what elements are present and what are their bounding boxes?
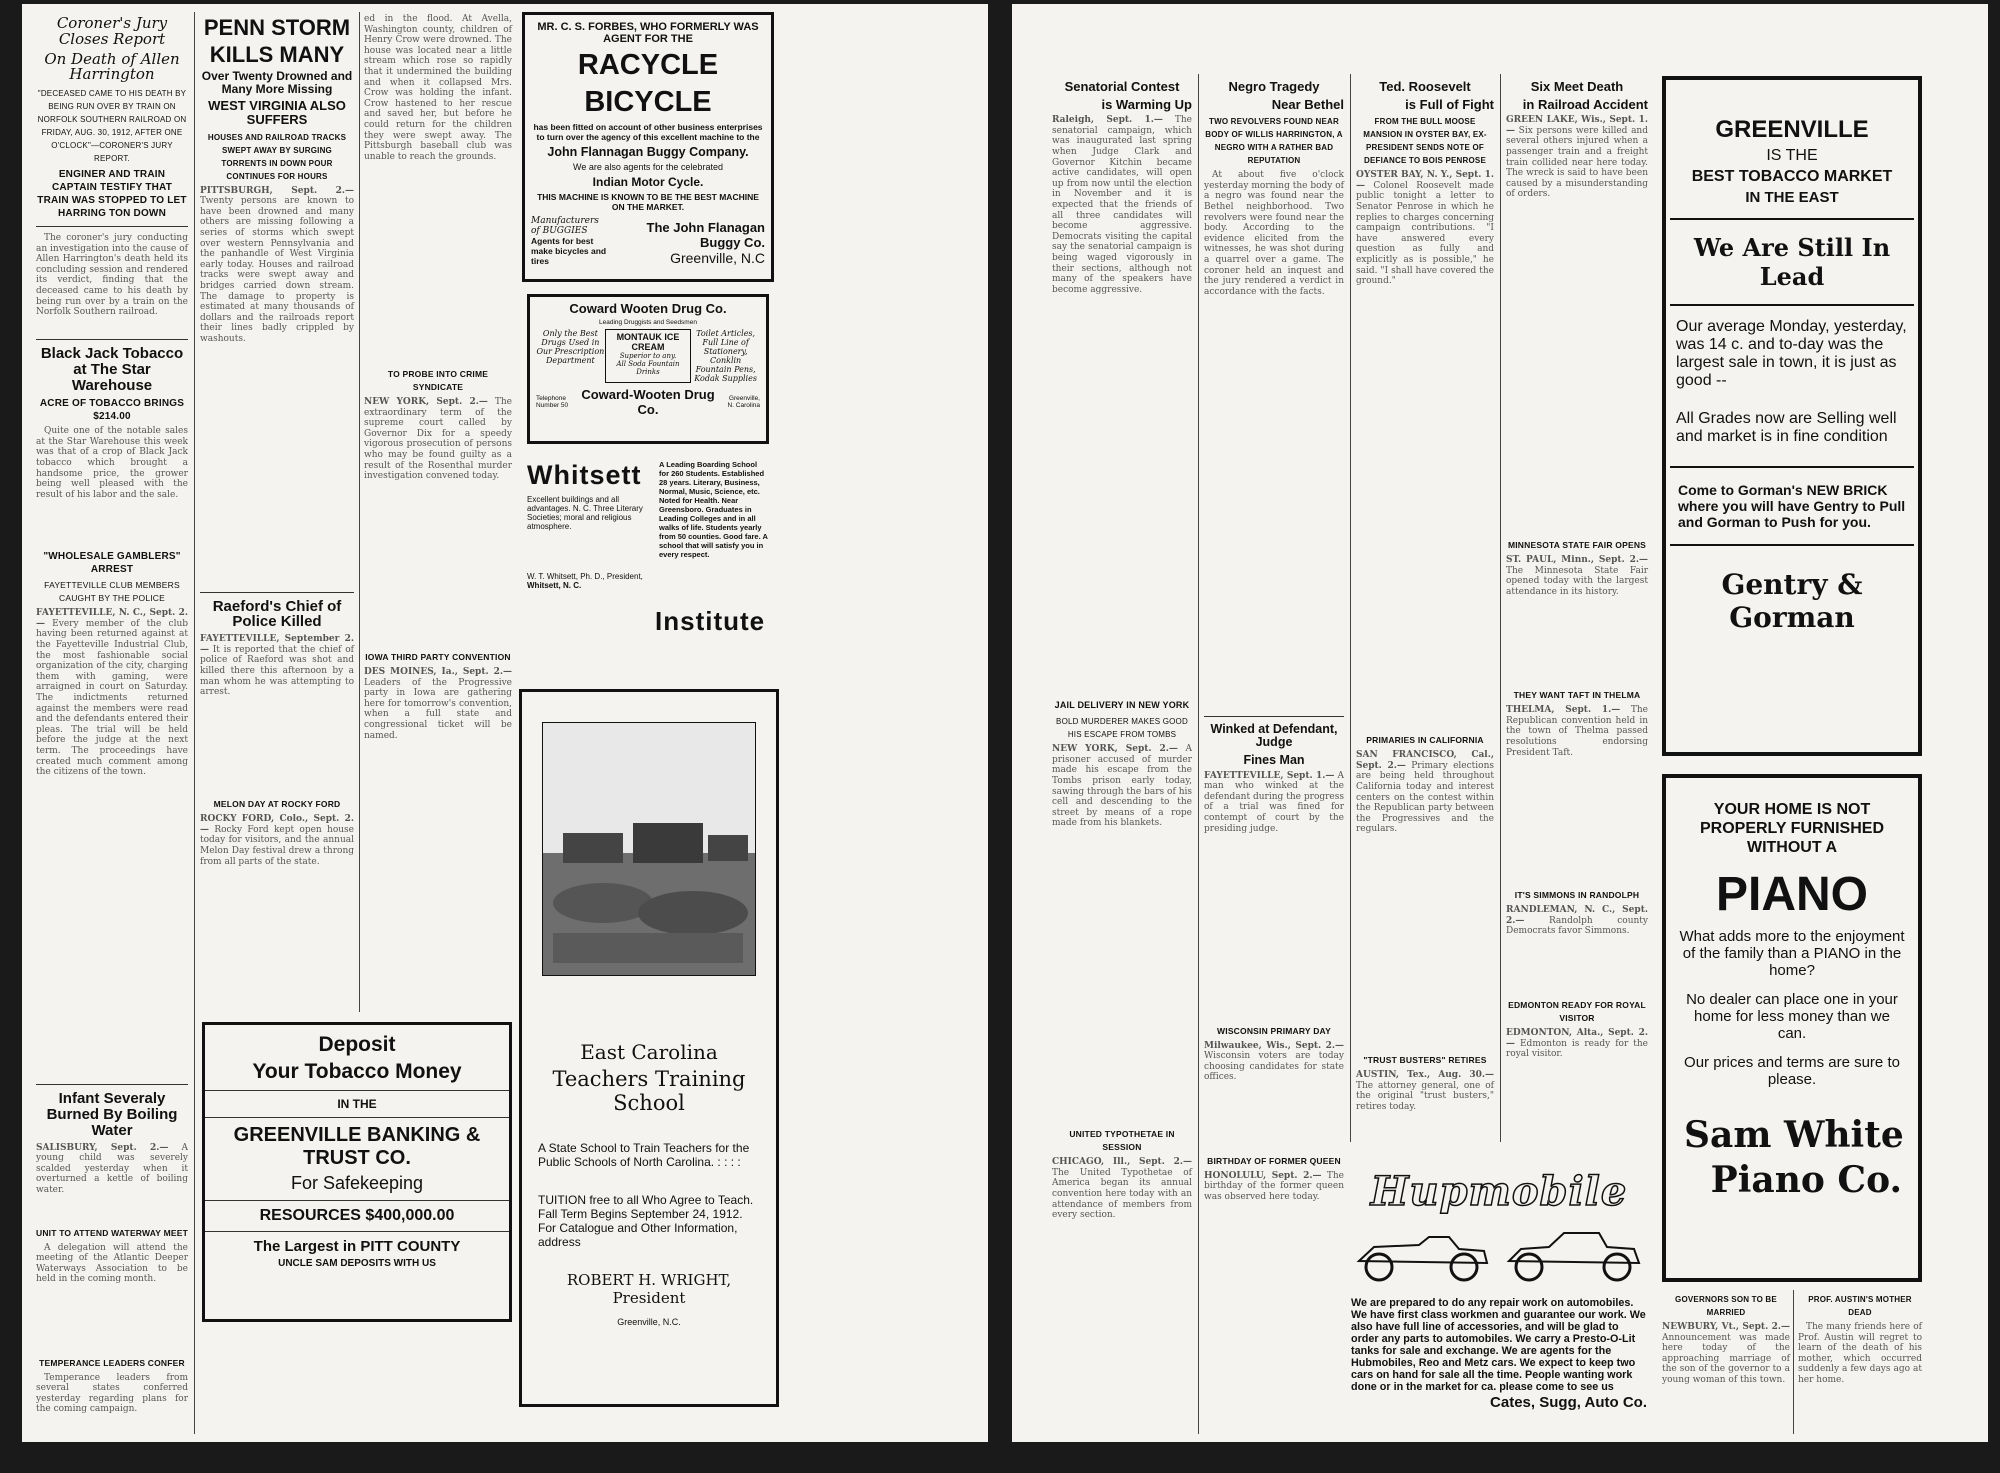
- campus-photo-graphic: [543, 723, 755, 975]
- ad-market-title1: GREENVILLE: [1715, 116, 1869, 143]
- body-text: NEW YORK, Sept. 2.— The extraordinary term of the supreme court called by Governor Dix for a speedy vigorous prosecution of persons who may be found guilty as a result of the Rosenthal murder investigation convened today.: [364, 397, 512, 482]
- sub-wholesale-gamblers: "WHOLESALE GAMBLERS" ARREST: [43, 551, 181, 576]
- ad-bank-name: GREENVILLE BANKING & TRUST CO.: [233, 1124, 481, 1169]
- body-text: Milwaukee, Wis., Sept. 2.— Wisconsin voters are today choosing candidates for state offices.: [1204, 1040, 1344, 1083]
- body-text: GREEN LAKE, Wis., Sept. 1.— Six persons were killed and several others injured when a passenger train and a freight train collided near here today. The wreck is said to have been caused by a misunderstanding of orders.: [1506, 115, 1648, 200]
- campus-photo: [542, 722, 756, 976]
- dateline: THELMA, Sept. 1.—: [1506, 705, 1621, 716]
- body-text: ed in the flood. At Avella, Washington county, children of Henry Crow were drowned. The house was located near a little stream which rose so rapidly that it undermined the building and when it collapsed Mrs. Crow was holding the infant. Crow hastened to her rescue and saved her, but before he could return for the children they were swept away. The Pittsburgh baseball club was unable to reach the grounds.: [364, 14, 513, 162]
- headline-coroner: Coroner's Jury Closes Report: [56, 14, 168, 48]
- headline-black-jack: Black Jack Tobacco at The Star Warehouse: [40, 345, 184, 394]
- dateline: ROCKY FORD, Colo., Sept. 2.—: [200, 814, 354, 835]
- sub-austin-mother: PROF. AUSTIN'S MOTHER DEAD: [1808, 1295, 1912, 1317]
- bottom-story-austin-mother: [1798, 1290, 1922, 1430]
- left-newspaper-page: [22, 4, 988, 1442]
- headline-raeford: Raeford's Chief of Police Killed: [212, 597, 342, 631]
- deck-oyster-bay: FROM THE BULL MOOSE MANSION IN OYSTER BAY, EX-PRESIDENT SENDS NOTE OF DEFIANCE TO BOIS PENROSE: [1363, 117, 1487, 166]
- ad-market-p2: All Grades now are Selling well and market is in fine condition: [1676, 410, 1897, 445]
- ad-bank-resources: RESOURCES $400,000.00: [259, 1207, 455, 1224]
- sub-primaries-california: PRIMARIES IN CALIFORNIA: [1366, 735, 1484, 746]
- sub-simmons-randolph: IT'S SIMMONS IN RANDOLPH: [1514, 890, 1640, 901]
- ad-whitsett-right: A Leading Boarding School for 260 Students. Established 28 years. Literary, Business, Normal, Music, Science, etc. Noted for Health. Near Greensboro. Graduates in Leading Colleges and in all walks of life. Students yearly from 50 counties. Good fare. A school that will satisfy you in every respect.: [659, 460, 768, 559]
- ad-drug-box2-frame: [605, 329, 692, 383]
- ad-ectts-title1: East Carolina: [580, 1040, 718, 1064]
- ad-ectts-p2: TUITION free to all Who Agree to Teach. Fall Term Begins September 24, 1912. For Catalogue and Other Information, address: [538, 1193, 754, 1249]
- ad-whitsett-title1: Whitsett: [527, 460, 642, 490]
- body-text: At about five o'clock yesterday morning the body of a negro was found near the Bethel neighborhood. Two revolvers were found near the body. According to the evidence elicited from the witnesses, he was shot during a quarrel over a game. The coroner held an inquest and the jury rendered a verdict in accordance with the facts.: [1204, 170, 1344, 297]
- body-text: ST. PAUL, Minn., Sept. 2.— The Minnesota State Fair opened today with the largest attendance in its history.: [1506, 555, 1648, 598]
- body-text: ROCKY FORD, Colo., Sept. 2.— Rocky Ford kept open house today for visitors, and the annual Melon Day festival drew a throng from all parts of the state.: [200, 814, 354, 867]
- dateline: GREEN LAKE, Wis., Sept. 1.—: [1506, 115, 1648, 136]
- ad-ectts-title2: Teachers Training School: [552, 1067, 746, 1115]
- ad-bank-uncle: UNCLE SAM DEPOSITS WITH US: [278, 1258, 436, 1269]
- body-text: HONOLULU, Sept. 2.— The birthday of the former queen was observed here today.: [1204, 1170, 1344, 1202]
- ad-hupmobile-text: We are prepared to do any repair work on automobiles. We have first class workmen and guarantee our work. We also have full line of accessories, and will be glad to order any parts to automobiles. We carry a Presto-O-Lit tanks for sale and exchange. We are agents for the Hubmobiles, Reo and Metz cars. We expect to keep two cars on hand for sale all the time. People wanting work done or in the market for ca. please come to see us: [1351, 1297, 1646, 1393]
- sub-taft-thelma: THEY WANT TAFT IN THELMA: [1513, 690, 1641, 701]
- ad-piano-sig2: Piano Co.: [1710, 1159, 1902, 1201]
- lead-flood: ed in the flood.: [364, 14, 453, 24]
- sub-trust-busters: "TRUST BUSTERS" RETIRES: [1363, 1055, 1487, 1066]
- left-column-1: [36, 12, 188, 1432]
- ad-racycle-mfr2: Agents for best make bicycles and tires: [531, 236, 607, 266]
- ad-market-sig: Gentry & Gorman: [1721, 568, 1863, 634]
- dateline: ST. PAUL, Minn., Sept. 2.—: [1506, 555, 1648, 566]
- body-text: OYSTER BAY, N. Y., Sept. 1.— Colonel Roosevelt made public tonight a letter to Senator Penrose in which he replies to charges concerning campaign contributions. "I have answered every question as fully and explicitly as is possible," he said. "I shall have covered the ground.": [1356, 170, 1494, 287]
- ad-racycle-title1: RACYCLE: [577, 49, 719, 81]
- dateline: NEWBURY, Vt., Sept. 2.—: [1662, 1322, 1790, 1332]
- body-text: THELMA, Sept. 1.— The Republican convention held in the town of Thelma passed resolutions endorsing President Taft.: [1506, 705, 1648, 758]
- dateline: OYSTER BAY, N. Y., Sept. 1.—: [1356, 170, 1494, 191]
- body-text: NEW YORK, Sept. 2.— A prisoner accused of murder made his escape from the Tombs prison early today, sawing through the bars of his cell and descending to the street by means of a rope made from his blankets.: [1052, 744, 1192, 829]
- ad-whitsett-president: W. T. Whitsett, Ph. D., President,: [527, 572, 643, 581]
- ad-racycle-title2: BICYCLE: [584, 86, 712, 118]
- ad-ectts-president: ROBERT H. WRIGHT, President: [566, 1271, 732, 1307]
- deck-coroner-2: ENGINER AND TRAIN CAPTAIN TESTIFY THAT TRAIN WAS STOPPED TO LET HARRING TON DOWN: [37, 169, 187, 219]
- headline-kills-many: KILLS MANY: [209, 42, 345, 68]
- dateline: Raleigh, Sept. 1.—: [1052, 115, 1163, 126]
- headline-penn-storm: PENN STORM: [203, 15, 351, 40]
- headline-negro-tragedy-2: Near Bethel: [1271, 96, 1344, 112]
- deck-coroner: "DECEASED CAME TO HIS DEATH BY BEING RUN OVER BY TRAIN ON NORFOLK SOUTHERN RAILROAD ON FRIDAY, AUG. 30, 1912, AFTER ONE O'CLOCK"—CORONER'S JURY REPORT.: [37, 89, 187, 163]
- right-column-1: [1052, 76, 1192, 1426]
- headline-winked-2: Fines Man: [1243, 752, 1305, 767]
- ad-drug-box1: Only the Best Drugs Used in Our Prescription Department: [536, 329, 605, 365]
- ad-bank-title2: Your Tobacco Money: [252, 1060, 462, 1083]
- ad-racycle-line4: Indian Motor Cycle.: [592, 175, 704, 189]
- ad-piano-p3: Our prices and terms are sure to please.: [1684, 1054, 1900, 1088]
- deck-penn-storm: Over Twenty Drowned and Many More Missing: [201, 69, 353, 96]
- dateline: PITTSBURGH, Sept. 2.—: [200, 185, 354, 196]
- sub-edmonton: EDMONTON READY FOR ROYAL VISITOR: [1508, 1000, 1646, 1024]
- body-text: Raleigh, Sept. 1.— The senatorial campaign, which was inaugurated last spring when Judge Clark and Governor Kitchin became active candidates, will open up from now until the election in November and it is expected that the friends of all three candidates will become aggressive. Democrats visiting the capital say the senatorial campaign is being waged vigorously in their sections, although not many of the speakers have become aggressive.: [1052, 115, 1192, 295]
- left-column-2: [200, 12, 354, 1012]
- sub-minnesota-fair: MINNESOTA STATE FAIR OPENS: [1507, 540, 1647, 551]
- dateline: HONOLULU, Sept. 2.—: [1204, 1170, 1322, 1181]
- body-text: The many friends here of Prof. Austin will regret to learn of the death of his mother, which occurred suddenly a few days ago at her home.: [1798, 1322, 1922, 1385]
- body-text: A delegation will attend the meeting of the Atlantic Deeper Waterways Association to be held in the coming month.: [36, 1242, 188, 1285]
- body-text: NEWBURY, Vt., Sept. 2.— Announcement was made here today of the approaching marriage of the son of the governor to a young woman of this town.: [1662, 1322, 1790, 1385]
- dateline: FAYETTEVILLE, Sept. 1.—: [1204, 770, 1335, 781]
- sub-temperance: TEMPERANCE LEADERS CONFER: [39, 1357, 185, 1368]
- body-text: CHICAGO, Ill., Sept. 2.— The United Typothetae of America began its annual convention here today with an attendance of members from every section.: [1052, 1157, 1192, 1221]
- left-column-3: [364, 12, 512, 1012]
- ad-bank-in: IN THE: [337, 1097, 377, 1111]
- right-newspaper-page: [1012, 4, 1988, 1442]
- body-text: FAYETTEVILLE, N. C., Sept. 2.— Every member of the club having been returned against at the Fayetteville Industrial Club, the most fashionable social organization of the city, charging them with gaming, were arraigned in court on Saturday. The indictments returned against the members were read and the defendants entered their pleas. The trial will be held before the judge at the next term. The proceedings have created much comment among the citizens of the town.: [36, 608, 188, 778]
- automobile-illustration: [1349, 1219, 1649, 1289]
- ad-whitsett-left: Excellent buildings and all advantages. N. C. Three Literary Societies; moral and religious atmosphere.: [527, 495, 643, 531]
- ad-drug-box3: Toilet Articles, Full Line of Stationery, Conklin Fountain Pens, Kodak Supplies: [694, 329, 757, 383]
- ad-greenville-banking: [202, 1022, 512, 1322]
- headline-roosevelt-2: is Full of Fight: [1405, 96, 1494, 112]
- body-text: RANDLEMAN, N. C., Sept. 2.— Randolph county Democrats favor Simmons.: [1506, 905, 1648, 937]
- headline-senatorial-2: is Warming Up: [1101, 96, 1192, 112]
- body-text: Quite one of the notable sales at the Star Warehouse this week was that of a crop of Black Jack tobacco which brought a handsome price, the grower being well pleased with the result of his labor and the sale.: [36, 426, 188, 500]
- dateline: AUSTIN, Tex., Aug. 30.—: [1356, 1070, 1494, 1081]
- ad-whitsett-institute: [527, 456, 769, 678]
- ad-racycle-company: John Flannagan Buggy Company.: [547, 145, 749, 159]
- ad-market-p3c: where you will have Gentry to Pull and Gorman to Push for you.: [1678, 498, 1906, 530]
- car-icon-left: [1359, 1237, 1487, 1280]
- ad-market-p3b: NEW BRICK: [1806, 482, 1888, 498]
- sub-governors-son: GOVERNORS SON TO BE MARRIED: [1675, 1295, 1777, 1317]
- ad-east-carolina: [519, 689, 779, 1407]
- sub-typothetae: UNITED TYPOTHETAE IN SESSION: [1069, 1129, 1175, 1153]
- ad-piano-p2: No dealer can place one in your home for less money than we can.: [1686, 991, 1898, 1042]
- ad-bank-largest: The Largest in PITT COUNTY: [253, 1238, 461, 1255]
- ad-ectts-place: Greenville, N.C.: [617, 1317, 681, 1327]
- body-text: SAN FRANCISCO, Cal., Sept. 2.— Primary elections are being held throughout California today and interest centers on the contest within the Republican party between the Progressives and the regulars.: [1356, 750, 1494, 835]
- deck-west-virginia: WEST VIRGINIA ALSO SUFFERS: [208, 98, 346, 128]
- deck-two-revolvers: TWO REVOLVERS FOUND NEAR BODY OF WILLIS HARRINGTON, A NEGRO WITH A RATHER BAD REPUTATION: [1205, 117, 1343, 166]
- dateline: EDMONTON, Alta., Sept. 2.—: [1506, 1028, 1648, 1049]
- body-text: AUSTIN, Tex., Aug. 30.— The attorney general, one of the original "trust busters," retires today.: [1356, 1070, 1494, 1113]
- ad-whitsett-title2: Institute: [655, 606, 766, 636]
- dateline: RANDLEMAN, N. C., Sept. 2.—: [1506, 905, 1648, 926]
- body-text: DES MOINES, Ia., Sept. 2.— Leaders of the Progressive party in Iowa are gathering here for tomorrow's convention, when a full state and congressional ticket will be named.: [364, 667, 512, 741]
- dateline: Milwaukee, Wis., Sept. 2.—: [1204, 1040, 1344, 1051]
- dateline: DES MOINES, Ia., Sept. 2.—: [364, 667, 512, 677]
- body-text: PITTSBURGH, Sept. 2.— Twenty persons are known to have been drowned and many others are missing following a series of storms which swept over western Pennsylvania and the panhandle of West Virginia early today. Houses and railroad tracks were swept away and bridges carried down stream. The damage to property is estimated at many thousands of dollars and the railroads report their lines badly crippled by washouts.: [200, 185, 354, 344]
- sub-jail-delivery: JAIL DELIVERY IN NEW YORK: [1054, 700, 1190, 711]
- headline-senatorial: Senatorial Contest: [1064, 79, 1180, 94]
- car-icon-right: [1509, 1233, 1639, 1280]
- right-column-2: [1204, 76, 1344, 1202]
- ad-piano-line1: YOUR HOME IS NOT PROPERLY FURNISHED WITHOUT A: [1699, 801, 1885, 856]
- headline-six-meet-death: Six Meet Death: [1530, 79, 1624, 94]
- ad-drug-title: Coward Wooten Drug Co.: [569, 301, 727, 316]
- right-column-4: [1506, 76, 1648, 1166]
- ad-hupmobile: [1345, 1164, 1653, 1422]
- ad-drug-place: Greenville, N. Carolina: [727, 395, 760, 409]
- ad-market-lead: We Are Still In Lead: [1693, 233, 1891, 291]
- ad-racycle-place: Greenville, N.C: [670, 250, 765, 266]
- ad-drug-phone: Telephone Number 50: [536, 395, 569, 409]
- sub-fayetteville-club: FAYETTEVILLE CLUB MEMBERS CAUGHT BY THE POLICE: [44, 580, 180, 604]
- body-text: The coroner's jury conducting an investigation into the cause of Allen Harrington's death held its concluding session and rendered its verdict, finding that the deceased came to his death by being run over by a train on the Norfolk Southern railroad.: [36, 233, 188, 318]
- sub-waterway-meet: UNIT TO ATTEND WATERWAY MEET: [36, 1227, 188, 1238]
- body-text: EDMONTON, Alta., Sept. 2.— Edmonton is ready for the royal visitor.: [1506, 1028, 1648, 1060]
- ad-greenville-tobacco-market: [1662, 76, 1922, 756]
- ad-market-title4: IN THE EAST: [1745, 189, 1839, 206]
- dateline: FAYETTEVILLE, N. C., Sept. 2.—: [36, 608, 188, 629]
- ad-market-title2: IS THE: [1766, 147, 1818, 164]
- ad-hupmobile-sig: Cates, Sugg, Auto Co.: [1490, 1394, 1647, 1411]
- deck-houses-railroad: HOUSES AND RAILROAD TRACKS SWEPT AWAY BY SURGING TORRENTS IN DOWN POUR CONTINUES FOR HOURS: [207, 132, 347, 181]
- ad-piano-sig1: Sam White: [1684, 1114, 1904, 1156]
- dateline: SALISBURY, Sept. 2.—: [36, 1142, 169, 1153]
- hupmobile-logo: Hupmobile: [1370, 1168, 1628, 1215]
- ad-drug-sig: Coward-Wooten Drug Co.: [581, 387, 715, 417]
- ad-market-p3a: Come to Gorman's: [1678, 482, 1803, 498]
- sub-melon-day: MELON DAY AT ROCKY FORD: [213, 799, 341, 810]
- ad-racycle-line3: We are also agents for the celebrated: [573, 162, 723, 172]
- headline-roosevelt: Ted. Roosevelt: [1379, 79, 1471, 94]
- ad-racycle-line1: MR. C. S. FORBES, WHO FORMERLY WAS AGENT FOR THE: [537, 21, 759, 45]
- body-text: Temperance leaders from several states conferred yesterday regarding plans for the coming campaign.: [36, 1372, 188, 1415]
- sub-crime-syndicate: TO PROBE INTO CRIME SYNDICATE: [387, 369, 489, 392]
- body-text: SALISBURY, Sept. 2.— A young child was severely scalded yesterday when it overturned a kettle of boiling water.: [36, 1142, 188, 1195]
- ad-racycle-line5: THIS MACHINE IS KNOWN TO BE THE BEST MACHINE ON THE MARKET.: [537, 192, 759, 212]
- ad-whitsett-place: Whitsett, N. C.: [527, 581, 582, 590]
- bottom-story-governor-son: [1662, 1290, 1790, 1430]
- dateline: NEW YORK, Sept. 2.—: [364, 397, 488, 407]
- ad-market-come: [1670, 466, 1914, 546]
- ad-drug-box2b: Superior to any.: [619, 352, 677, 360]
- sub-wisconsin-primary: WISCONSIN PRIMARY DAY: [1217, 1025, 1331, 1036]
- ad-bank-purpose: For Safekeeping: [290, 1173, 424, 1193]
- headline-coroner-2: On Death of Allen Harrington: [44, 49, 180, 84]
- ad-drug-tag: Leading Druggists and Seedsmen: [599, 319, 697, 326]
- deck-acre-tobacco: ACRE OF TOBACCO BRINGS $214.00: [39, 398, 185, 423]
- ad-ectts-p1: A State School to Train Teachers for the Public Schools of North Carolina. : : : :: [538, 1141, 750, 1169]
- ad-racycle-line2: has been fitted on account of other business enterprises to turn over the agency of this excellent machine to the: [533, 122, 763, 142]
- headline-infant-burned: Infant Severaly Burned By Boiling Water: [46, 1090, 178, 1139]
- ad-bank-title1: Deposit: [318, 1033, 396, 1056]
- dateline: SAN FRANCISCO, Cal., Sept. 2.—: [1356, 750, 1494, 771]
- dateline: FAYETTEVILLE, September 2.—: [200, 634, 354, 655]
- sub-bold-murderer: BOLD MURDERER MAKES GOOD HIS ESCAPE FROM TOMBS: [1056, 717, 1188, 740]
- ad-drug-box2c: All Soda Fountain Drinks: [616, 360, 680, 376]
- sub-iowa-convention: IOWA THIRD PARTY CONVENTION: [365, 652, 511, 662]
- ad-racycle-sig: The John Flanagan Buggy Co.: [646, 220, 765, 250]
- ad-sam-white-piano: [1662, 774, 1922, 1282]
- right-column-3: [1356, 76, 1494, 1156]
- ad-racycle-bicycle: [522, 12, 774, 282]
- dateline: CHICAGO, Ill., Sept. 2.—: [1052, 1157, 1192, 1168]
- ad-market-p1: Our average Monday, yesterday, was 14 c. and to-day was the largest sale in town, it is just as good --: [1676, 318, 1907, 389]
- ad-piano-title: PIANO: [1715, 868, 1868, 921]
- ad-market-title3: BEST TOBACCO MARKET: [1691, 168, 1893, 185]
- ad-coward-wooten: [527, 294, 769, 444]
- headline-railroad-accident: in Railroad Accident: [1522, 96, 1648, 112]
- ad-piano-p1: What adds more to the enjoyment of the family than a PIANO in the home?: [1679, 928, 1905, 979]
- ad-racycle-mfr: Manufacturers of BUGGIES: [531, 216, 599, 236]
- headline-winked: Winked at Defendant, Judge: [1210, 722, 1338, 750]
- sub-former-queen: BIRTHDAY OF FORMER QUEEN: [1207, 1155, 1341, 1166]
- body-text: FAYETTEVILLE, September 2.— It is reported that the chief of police of Raeford was shot and killed there this afternoon by a man whom he was attempting to arrest.: [200, 634, 354, 698]
- headline-negro-tragedy: Negro Tragedy: [1228, 79, 1320, 94]
- ad-drug-box2: MONTAUK ICE CREAM: [616, 332, 680, 352]
- dateline: NEW YORK, Sept. 2.—: [1052, 744, 1178, 755]
- body-text: FAYETTEVILLE, Sept. 1.— A man who winked at the defendant during the progress of a trial was fined for contempt of court by the presiding judge.: [1204, 770, 1344, 834]
